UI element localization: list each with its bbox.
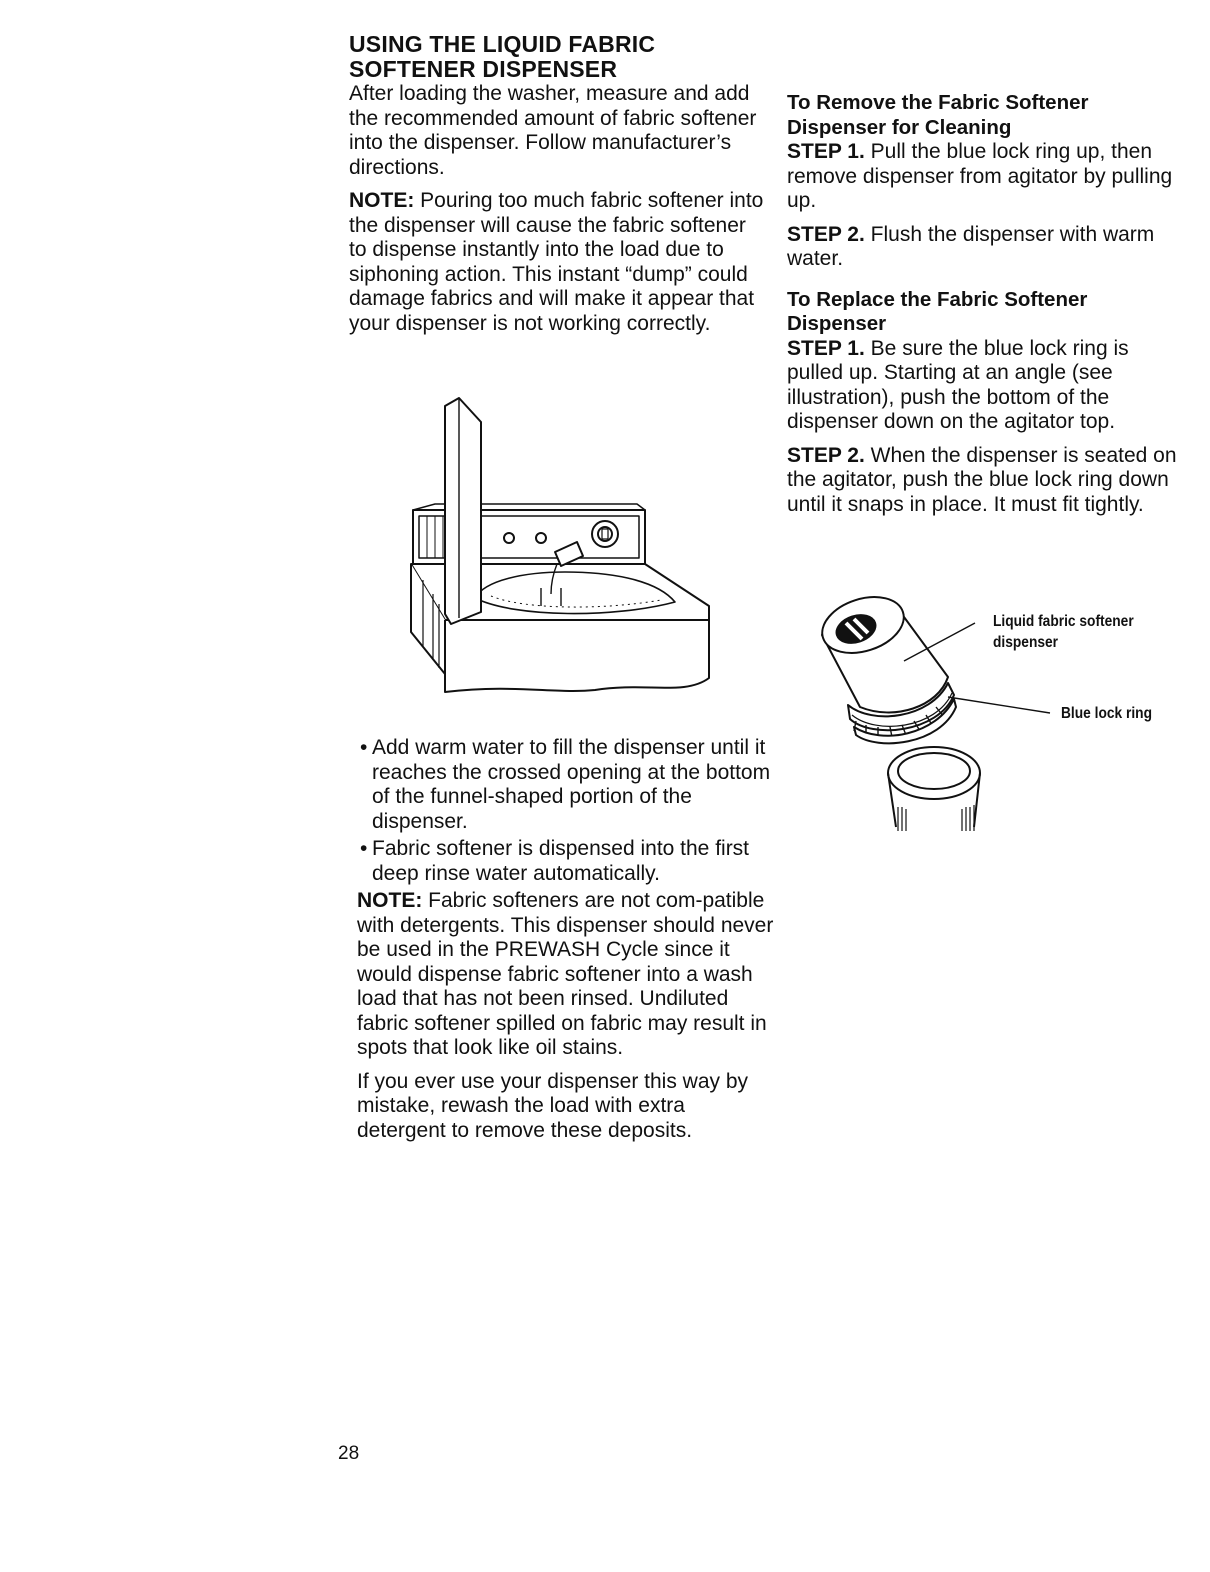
list-item — [354, 837, 774, 886]
note-label: NOTE: — [357, 889, 423, 912]
note-text: Pouring too much fabric softener into the dispenser will cause the fabric softener to dispense instantly into the load due to siphoning action. This instant “dump” could damage fabrics and will make it appear that your dispenser is not working correctly. — [349, 189, 764, 335]
left-column-lower — [354, 736, 774, 1143]
note-label: NOTE: — [349, 189, 415, 212]
step-label: STEP 1. — [787, 336, 865, 360]
step-text: Pull the blue lock ring up, then remove dispenser from agitator by pulling up. — [787, 140, 1173, 212]
step-text: Flush the dispenser with warm water. — [787, 222, 1155, 270]
step-label: STEP 2. — [787, 222, 865, 246]
section-title-line2: SOFTENER DISPENSER — [349, 56, 618, 82]
note-text: Fabric softeners are not com-patible with detergents. This dispenser should never be used in the PREWASH Cycle since it would dispense fabric softener into a wash load that has not been rinsed. Undiluted fabric softener spilled on fabric may result in spots that look like oil stains. — [357, 889, 774, 1059]
step-text: Be sure the blue lock ring is pulled up. Starting at an angle (see illustration), push the bottom of the dispenser down on the agitator top. — [787, 336, 1129, 433]
lock-ring-callout: Blue lock ring — [1061, 705, 1152, 722]
note-paragraph-2 — [354, 889, 774, 1061]
bullet-text: Fabric softener is dispensed into the first deep rinse water automatically. — [372, 837, 750, 885]
left-column — [349, 32, 769, 336]
right-column — [787, 91, 1187, 517]
replace-heading: To Replace the Fabric Softener Dispenser — [787, 287, 1088, 335]
step-label: STEP 2. — [787, 443, 865, 467]
section-title-line1: USING THE LIQUID FABRIC — [349, 31, 656, 57]
bullet-icon: • — [360, 837, 368, 860]
intro-paragraph: After loading the washer, measure and add the recommended amount of fabric softener into the dispenser. Follow manufacturer’s directions. — [349, 82, 757, 179]
bullet-text: Add warm water to fill the dispenser until it reaches the crossed opening at the bottom of the funnel-shaped portion of the dispenser. — [372, 736, 771, 833]
closing-paragraph: If you ever use your dispenser this way by mistake, rewash the load with extra detergent to remove these deposits. — [357, 1069, 749, 1142]
washer-illustration — [405, 392, 715, 708]
dispenser-callout-line2: dispenser — [993, 634, 1059, 651]
remove-step-1 — [787, 140, 1187, 214]
replace-step-1 — [787, 337, 1187, 435]
bullet-icon: • — [360, 736, 368, 759]
step-text: When the dispenser is seated on the agitator, push the blue lock ring down until it snaps in place. It must fit tightly. — [787, 443, 1177, 516]
list-item — [354, 736, 774, 834]
page-number: 28 — [338, 1443, 360, 1464]
step-label: STEP 1. — [787, 140, 865, 163]
dispenser-callout — [993, 611, 1134, 653]
section-title — [349, 32, 769, 82]
replace-step-2 — [787, 444, 1187, 518]
note-paragraph-1 — [349, 189, 769, 336]
remove-heading: To Remove the Fabric Softener Dispenser for Cleaning — [787, 91, 1089, 139]
dispenser-callout-line1: Liquid fabric softener — [993, 613, 1134, 630]
remove-step-2 — [787, 223, 1187, 272]
